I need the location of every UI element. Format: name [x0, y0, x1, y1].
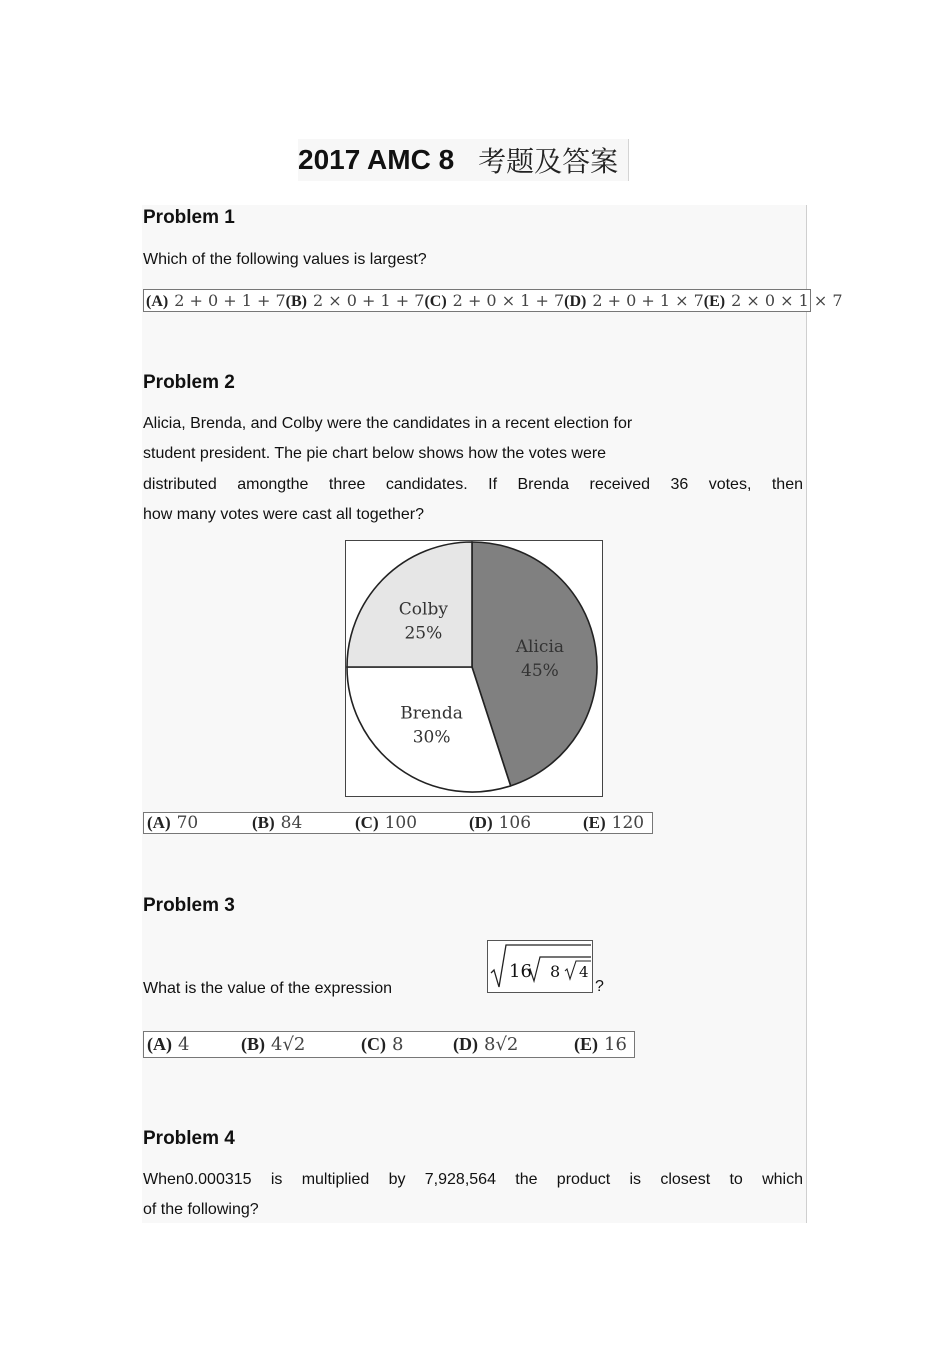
nested-radical-expression [487, 940, 593, 993]
choice-b: (B) 84 [252, 813, 303, 833]
pie-chart-svg [346, 541, 602, 796]
choice-a: (A) 4 [147, 1034, 190, 1055]
problem-1-text: Which of the following values is largest? [143, 251, 427, 268]
pie-label-colby: Colby [398, 599, 448, 620]
pie-percent-alicia: 45% [521, 661, 559, 682]
problem-2-choices [143, 812, 653, 834]
problem-4-line-1: When0.000315 is multiplied by 7,928,564 the product is closest to which [143, 1171, 803, 1188]
problem-2-line-4: how many votes were cast all together? [143, 506, 425, 523]
pie-chart [345, 540, 603, 797]
document-title [298, 139, 629, 181]
radicand-8: 8 [550, 962, 561, 981]
choice-b: (B) 4√2 [241, 1034, 306, 1055]
problem-4-heading: Problem 4 [143, 1128, 235, 1149]
pie-label-alicia: Alicia [515, 637, 565, 658]
problem-3-heading: Problem 3 [143, 895, 235, 916]
choice-b: (B) 2 × 0 + 1 + 7 [285, 290, 425, 310]
problem-3-choices [143, 1031, 635, 1058]
pie-percent-colby: 25% [404, 623, 443, 644]
question-mark: ? [595, 978, 604, 995]
choice-d: (D) 2 + 0 + 1 × 7 [564, 290, 704, 310]
problem-2-line-1: Alicia, Brenda, and Colby were the candidates in a recent election for [143, 415, 633, 432]
choice-a: (A) 2 + 0 + 1 + 7 [146, 290, 286, 310]
choice-c: (C) 2 + 0 × 1 + 7 [424, 290, 565, 310]
radicand-16: 16 [509, 961, 532, 982]
problem-2-line-2: student president. The pie chart below shows how the votes were [143, 445, 607, 462]
choice-d: (D) 106 [469, 813, 532, 833]
problem-4-line-2: of the following? [143, 1201, 259, 1218]
problem-2-heading: Problem 2 [143, 372, 235, 393]
problem-3-text: What is the value of the expression [143, 980, 393, 997]
choice-e: (E) 16 [574, 1034, 627, 1055]
pie-label-brenda: Brenda [400, 703, 463, 724]
problem-2-line-3: distributed amongthe three candidates. If Brenda received 36 votes, then [143, 476, 803, 493]
pie-percent-brenda: 30% [412, 727, 451, 748]
choice-c: (C) 8 [361, 1034, 404, 1055]
document-title-zh: 考题及答案 [478, 145, 619, 178]
document-title-en: 2017 AMC 8 [298, 144, 455, 175]
radical-signs [488, 941, 592, 992]
problem-1-choices [143, 289, 843, 312]
choice-a: (A) 70 [147, 813, 199, 833]
radicand-4: 4 [579, 963, 589, 981]
choice-e: (E) 120 [583, 813, 645, 833]
choice-c: (C) 100 [355, 813, 418, 833]
choice-d: (D) 8√2 [453, 1034, 519, 1055]
problem-1-heading: Problem 1 [143, 207, 235, 228]
choice-e: (E) 2 × 0 × 1 × 7 [703, 290, 843, 310]
